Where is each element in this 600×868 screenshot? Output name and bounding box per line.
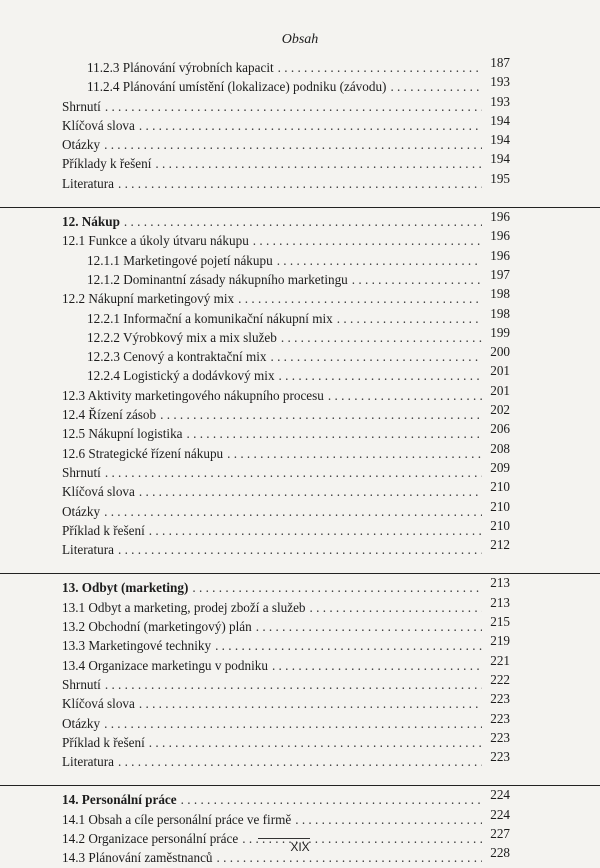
toc-entry-page: 199 (490, 324, 510, 340)
dot-leader (390, 77, 482, 96)
dot-leader (227, 444, 482, 463)
footer-rule (258, 838, 310, 839)
toc-entry (0, 498, 510, 521)
toc-entry (0, 671, 510, 694)
toc-entry-page: 196 (490, 247, 510, 263)
toc-entry (0, 247, 510, 270)
toc-entry-title: Literatura (62, 542, 114, 558)
toc-entry-title: Literatura (62, 754, 114, 770)
toc-entry-title: 12.2.3 Cenový a kontraktační mix (87, 349, 267, 365)
toc-entry-page: 224 (490, 787, 510, 803)
toc-entry-title: Shrnutí (62, 676, 101, 692)
toc-entry (0, 170, 510, 193)
toc-entry-title: 12. Nákup (62, 214, 120, 230)
dot-leader (139, 694, 482, 713)
toc-chapter-entry (0, 787, 510, 809)
dot-leader (104, 135, 482, 154)
toc-entry-title: Klíčová slova (62, 117, 135, 133)
toc-entry-title: Otázky (62, 503, 101, 519)
toc-entry-page: 200 (490, 344, 510, 360)
toc-entry-title: 12.1.1 Marketingové pojetí nákupu (87, 252, 273, 268)
dot-leader (160, 405, 482, 424)
toc-entry-page: 208 (490, 440, 510, 456)
dot-leader (118, 540, 482, 559)
toc-entry-page: 201 (490, 382, 510, 398)
running-header: Obsah (281, 32, 319, 47)
toc-entry-page: 228 (490, 845, 510, 861)
table-of-contents (0, 55, 600, 868)
toc-entry-title: 13.2 Obchodní (marketingový) plán (62, 619, 252, 635)
dot-leader (155, 154, 482, 173)
toc-entry-title: 13.4 Organizace marketingu v podniku (62, 657, 268, 673)
dot-leader (279, 366, 482, 385)
toc-entry-page: 224 (490, 806, 510, 822)
toc-entry (0, 459, 510, 482)
dot-leader (118, 752, 482, 771)
toc-entry-title: 12.5 Nákupní logistika (62, 426, 183, 442)
toc-entry-page: 194 (490, 112, 510, 128)
toc-entry-page: 212 (490, 537, 510, 553)
toc-entry (0, 402, 510, 424)
toc-entry-page: 193 (490, 93, 510, 109)
toc-entry (0, 537, 510, 559)
page-number: XIX (290, 840, 310, 854)
toc-entry-title: Otázky (62, 137, 101, 153)
toc-entry-title: 12.1 Funkce a úkoly útvaru nákupu (62, 233, 249, 249)
toc-entry-page: 206 (490, 421, 510, 437)
toc-entry-title: 14.1 Obsah a cíle personální práce ve firmě (62, 811, 292, 827)
dot-leader (278, 58, 482, 77)
toc-entry-page: 221 (490, 652, 510, 668)
dot-leader (238, 289, 482, 308)
toc-entry-page: 222 (490, 671, 510, 687)
dot-leader (105, 675, 482, 694)
toc-entry-title: 12.2 Nákupní marketingový mix (62, 291, 235, 307)
toc-entry-page: 210 (490, 517, 510, 533)
dot-leader (181, 790, 482, 809)
toc-entry-title: Příklady k řešení (62, 156, 152, 172)
toc-entry-page: 195 (490, 170, 510, 186)
toc-entry (0, 228, 510, 250)
toc-chapter-entry (0, 575, 510, 597)
toc-entry-page: 196 (490, 209, 510, 225)
dot-leader (105, 97, 482, 116)
toc-entry-page: 219 (490, 633, 510, 649)
toc-entry (0, 633, 510, 655)
dot-leader (310, 598, 482, 617)
dot-leader (272, 656, 482, 675)
toc-entry (0, 652, 510, 675)
toc-entry (0, 710, 510, 733)
toc-entry (0, 363, 510, 385)
toc-entry (0, 517, 510, 540)
toc-entry-page: 193 (490, 74, 510, 90)
toc-entry (0, 421, 510, 443)
toc-entry-page: 202 (490, 402, 510, 418)
dot-leader (352, 270, 482, 289)
toc-entry-page: 223 (490, 710, 510, 726)
toc-entry (0, 132, 510, 154)
toc-entry-title: 12.6 Strategické řízení nákupu (62, 445, 224, 461)
toc-entry-page: 215 (490, 614, 510, 630)
toc-entry (0, 93, 510, 116)
dot-leader (149, 733, 482, 752)
toc-entry-title: Shrnutí (62, 464, 101, 480)
toc-entry (0, 112, 510, 135)
toc-entry (0, 440, 510, 463)
dot-leader (139, 116, 482, 135)
toc-entry-page: 201 (490, 363, 510, 379)
dot-leader (104, 502, 482, 521)
toc-entry (0, 614, 510, 636)
toc-entry-title: 11.2.3 Plánování výrobních kapacit (87, 60, 274, 75)
toc-entry (0, 382, 510, 405)
dot-leader (104, 714, 482, 733)
toc-entry (0, 286, 510, 308)
toc-entry (0, 74, 510, 96)
dot-leader (124, 212, 482, 231)
toc-entry-title: Otázky (62, 715, 101, 731)
toc-entry-page: 223 (490, 729, 510, 745)
toc-entry-page: 227 (490, 825, 510, 841)
toc-entry-title: Literatura (62, 175, 114, 191)
toc-entry-page: 210 (490, 479, 510, 495)
toc-entry-title: 12.3 Aktivity marketingového nákupního procesu (62, 387, 324, 403)
toc-entry-title: 12.4 Řízení zásob (62, 407, 157, 423)
dot-leader (328, 386, 482, 405)
dot-leader (215, 636, 482, 655)
toc-entry-page: 210 (490, 498, 510, 514)
dot-leader (118, 174, 482, 193)
dot-leader (270, 347, 482, 366)
toc-entry-page: 213 (490, 594, 510, 610)
toc-entry-title: 13.3 Marketingové techniky (62, 638, 212, 654)
toc-entry (0, 749, 510, 771)
toc-entry-page: 187 (490, 55, 510, 70)
toc-entry (0, 266, 510, 289)
toc-entry-title: Klíčová slova (62, 484, 135, 500)
toc-entry-title: 12.2.1 Informační a komunikační nákupní mix (87, 310, 333, 326)
toc-entry-page: 198 (490, 305, 510, 321)
dot-leader (139, 482, 482, 501)
toc-entry-title: Klíčová slova (62, 696, 135, 712)
toc-entry-title: 13. Odbyt (marketing) (62, 580, 189, 596)
toc-entry (0, 151, 510, 173)
toc-entry (0, 729, 510, 752)
dot-leader (105, 463, 482, 482)
toc-entry-title: Příklad k řešení (62, 522, 145, 538)
dot-leader (149, 521, 482, 540)
toc-entry-page: 197 (490, 266, 510, 282)
toc-entry (0, 344, 510, 366)
dot-leader (295, 810, 482, 829)
dot-leader (187, 424, 482, 443)
toc-entry (0, 479, 510, 501)
toc-entry-title: 14. Personální práce (62, 792, 177, 808)
toc-entry-title: Shrnutí (62, 98, 101, 114)
toc-entry (0, 305, 510, 328)
toc-entry-page: 213 (490, 575, 510, 591)
dot-leader (337, 309, 482, 328)
toc-entry-title: 14.3 Plánování zaměstnanců (62, 850, 213, 866)
dot-leader (256, 617, 482, 636)
toc-entry-page: 194 (490, 151, 510, 167)
dot-leader (192, 578, 482, 597)
toc-entry (0, 594, 510, 617)
toc-entry-page: 223 (490, 691, 510, 707)
toc-entry (0, 324, 510, 347)
toc-entry-page: 223 (490, 749, 510, 765)
toc-entry-title: 14.2 Organizace personální práce (62, 830, 239, 846)
toc-entry-page: 209 (490, 459, 510, 475)
toc-chapter-entry (0, 209, 510, 231)
toc-entry-title: 12.2.2 Výrobkový mix a mix služeb (87, 329, 277, 345)
toc-entry (0, 55, 510, 77)
toc-entry (0, 806, 510, 829)
toc-entry (0, 691, 510, 713)
dot-leader (277, 251, 482, 270)
toc-entry-page: 194 (490, 132, 510, 148)
toc-entry-title: Příklad k řešení (62, 734, 145, 750)
toc-entry-title: 13.1 Odbyt a marketing, prodej zboží a služeb (62, 599, 306, 615)
toc-entry-title: 12.1.2 Dominantní zásady nákupního marketingu (87, 271, 348, 287)
toc-entry-page: 198 (490, 286, 510, 302)
toc-entry-title: 12.2.4 Logistický a dodávkový mix (87, 368, 275, 384)
dot-leader (253, 231, 482, 250)
toc-entry-title: 11.2.4 Plánování umístění (lokalizace) podniku (závodu) (87, 79, 387, 95)
dot-leader (281, 328, 482, 347)
toc-entry-page: 196 (490, 228, 510, 244)
